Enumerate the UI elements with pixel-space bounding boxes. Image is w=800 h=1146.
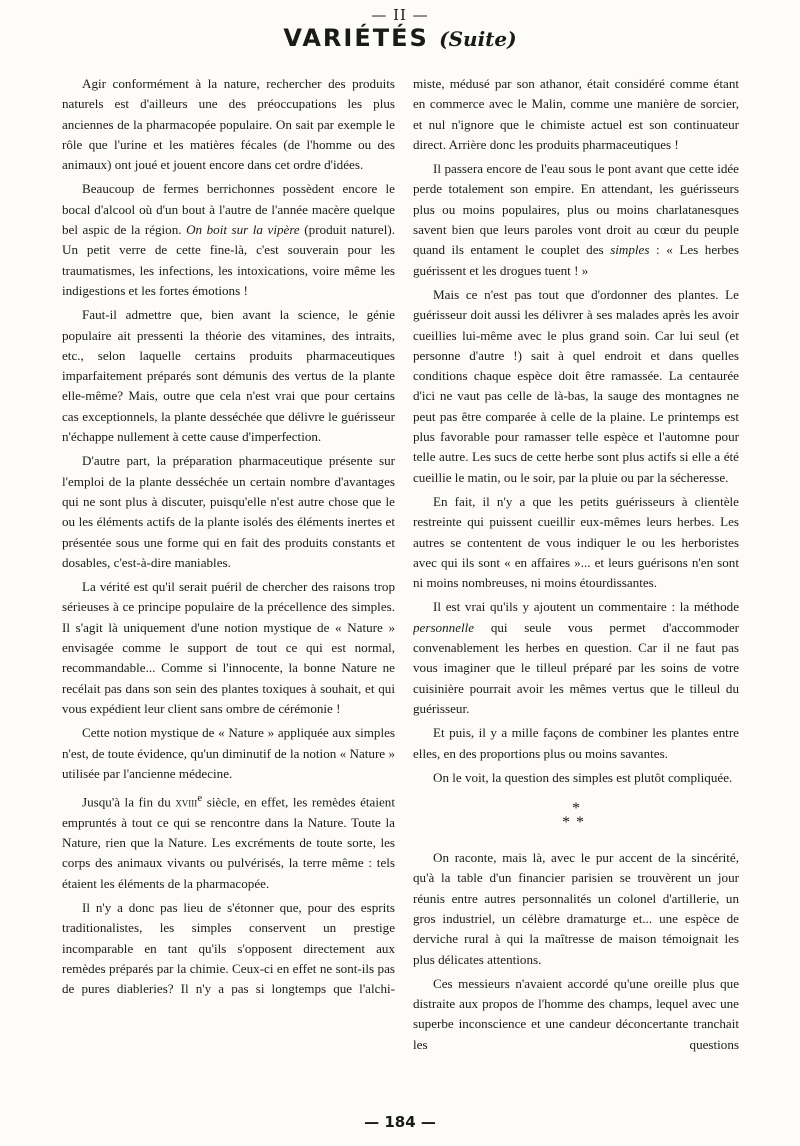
paragraph: Il est vrai qu'ils y ajoutent un commentaire : la méthode personnelle qui seule vous permet d'accommoder convenablement les herbes en question. Car il ne faut pas vous imaginer que le tilleul préparé par les soins de votre cuisinière pourrait avoir les mêmes vertus que le tilleul du guérisseur. bbox=[413, 599, 739, 716]
paragraph: En fait, il n'y a que les petits guérisseurs à clientèle restreinte qui puissent cueillir eux-mêmes leurs herbes. Les autres se contentent de vous indiquer le ou les herboristes avec qui ils sont « en affaires »... et leurs guérisons n'en sont ni moins nombreuses, ni moins étourdissantes. bbox=[413, 493, 739, 591]
paragraph: Il passera encore de l'eau sous le pont avant que cette idée perde totalement son empire. En attendant, les guérisseurs plus ou moins populaires, plus ou moins charlatanesques savent bien que leurs paroles vont droit au cœur du peuple quand ils entament le couplet des simples : « Les herbes guérissent et les drogues tuent ! » bbox=[413, 161, 739, 278]
paragraph: Ces messieurs n'avaient accordé qu'une oreille plus que distraite aux propos de l'homme des champs, lequel avec une superbe inconscience et une candeur déconcertante tranchait les questions bbox=[413, 975, 739, 1052]
asterism-bottom: ** bbox=[562, 814, 590, 832]
paragraph: Cette notion mystique de « Nature » appliquée aux simples n'est, de toute évidence, qu'un diminutif de la notion « Nature » utilisée par l'ancienne médecine. bbox=[62, 725, 395, 781]
left-column bbox=[62, 74, 395, 1084]
paragraph: Mais ce n'est pas tout que d'ordonner des plantes. Le guérisseur doit aussi les délivrer à ses malades après les avoir cueillies lui-même avec le plus grand soin. Car lui seul (et personne d'autre !) sait à quel endroit et dans quelles conditions chaque espèce doit être ramassée. La centaurée d'ici ne vaut pas celle de là-bas, la sauge des montagnes ne peut pas être comparée à celle de la plaine. Le printemps est plus favorable pour ramasser telle espèce et l'automne pour telle autre. Les sucs de cette herbe sont plus actifs si elle a été cueillie le matin, ou le soir, par la pluie ou par la sécheresse. bbox=[413, 286, 739, 485]
paragraph: D'autre part, la préparation pharmaceutique présente sur l'emploi de la plante desséchée un certain nombre d'avantages qui ne sont plus à discuter, puisqu'elle n'est autre chose que le ou les éléments actifs de la plante isolés des éléments inertes et présentée sous une forme qui en fait des produits constants et dosables, c'est-à-dire maniables. bbox=[62, 453, 395, 570]
italic-phrase: simples bbox=[610, 242, 650, 258]
century-numeral: xviii bbox=[175, 794, 198, 810]
paragraph: La vérité est qu'il serait puéril de chercher des raisons trop sérieuses à ce principe populaire de la précellence des simples. Il s'agit là uniquement d'une notion mystique de « Nature » envisagée comme le support de tout ce qui est normal, recommandable... Comme si l'innocente, la bonne Nature ne recélait pas dans son sein des plantes toxiques à souhait, et qui vous expédient leur client sans ombre de cérémonie ! bbox=[62, 579, 395, 716]
section-title bbox=[0, 24, 800, 52]
italic-phrase: personnelle bbox=[413, 619, 475, 635]
asterism-top: * bbox=[572, 800, 580, 818]
paragraph: Beaucoup de fermes berrichonnes possèdent encore le bocal d'alcool où d'un bout à l'autre de l'année macère quelque bel aspic de la région. On boit sur la vipère (produit naturel). Un petit verre de cette fine-là, c'est souverain pour les traumatismes, les infections, les intoxications, voire même les indigestions et les fortes émotions ! bbox=[62, 181, 395, 298]
page-roman-numeral: — II — bbox=[371, 6, 429, 24]
section-break-asterism bbox=[413, 802, 739, 830]
section-title-text: VARIÉTÉS bbox=[283, 24, 429, 52]
paragraph: On raconte, mais là, avec le pur accent de la sincérité, qu'à la table d'un financier parisien se trouvèrent un jour réunis entre autres personnalités un colonel d'artillerie, un gros industriel, un célèbre dramaturge et... une espèce de derviche rural à qui la maîtresse de maison témoignait les plus délicates attentions. bbox=[413, 850, 739, 967]
paragraph: Agir conformément à la nature, rechercher des produits naturels est d'ailleurs une des préoccupations les plus anciennes de la pharmacopée populaire. On sait par exemple le rôle que l'urine et les matières fécales (de l'homme ou des animaux) ont joué et jouent encore dans cet ordre d'idées. bbox=[62, 76, 395, 173]
paragraph: Faut-il admettre que, bien avant la science, le génie populaire ait pressenti la théorie des vitamines, des intraits, etc., selon laquelle certains produits pharmaceutiques imparfaitement préparés sont démunis des vertus de la plante elle-même? Mais, outre que cela n'est vrai que pour certains cas exceptionnels, la plante desséchée que délivre le guérisseur n'échappe nullement à cette cause d'imperfection. bbox=[62, 307, 395, 445]
paragraph: Et puis, il y a mille façons de combiner les plantes entre elles, en des proportions plus ou moins savantes. bbox=[413, 725, 739, 761]
italic-phrase: On boit sur la vipère bbox=[186, 222, 300, 238]
section-title-suite: (Suite) bbox=[439, 27, 517, 51]
paragraph-continued: miste, médusé par son athanor, était considéré comme étant en commerce avec le Malin, comme une manière de sorcier, et nul n'ignore que le chimiste actuel est son continuateur direct. Arrière donc les produits pharmaceutiques ! bbox=[413, 76, 739, 152]
right-column bbox=[413, 74, 739, 1084]
century-superscript: e bbox=[197, 792, 203, 805]
paragraph: Jusqu'à la fin du xviii$^e$ siècle, en effet, les remèdes étaient empruntés à tout ce qui se rencontre dans la Nature. Toute la Nature, rien que la Nature. Les excréments de toute sorte, les corps des animaux vivants ou pulvérisés, la terre même : tels étaient les éléments de la pharmacopée. bbox=[62, 792, 395, 891]
page-number: — 184 — bbox=[364, 1113, 436, 1131]
paragraph: Il n'y a donc pas lieu de s'étonner que, pour des esprits traditionalistes, les simples conservent un prestige incomparable en tant qu'ils s'opposent directement aux remèdes préparés par la chimie. Ceux-ci en effet ne sont-ils pas de pures diableries? Il n'y a pas si longtemps que l'alchi- bbox=[62, 899, 395, 997]
paragraph: On le voit, la question des simples est plutôt compliquée. bbox=[433, 769, 733, 785]
